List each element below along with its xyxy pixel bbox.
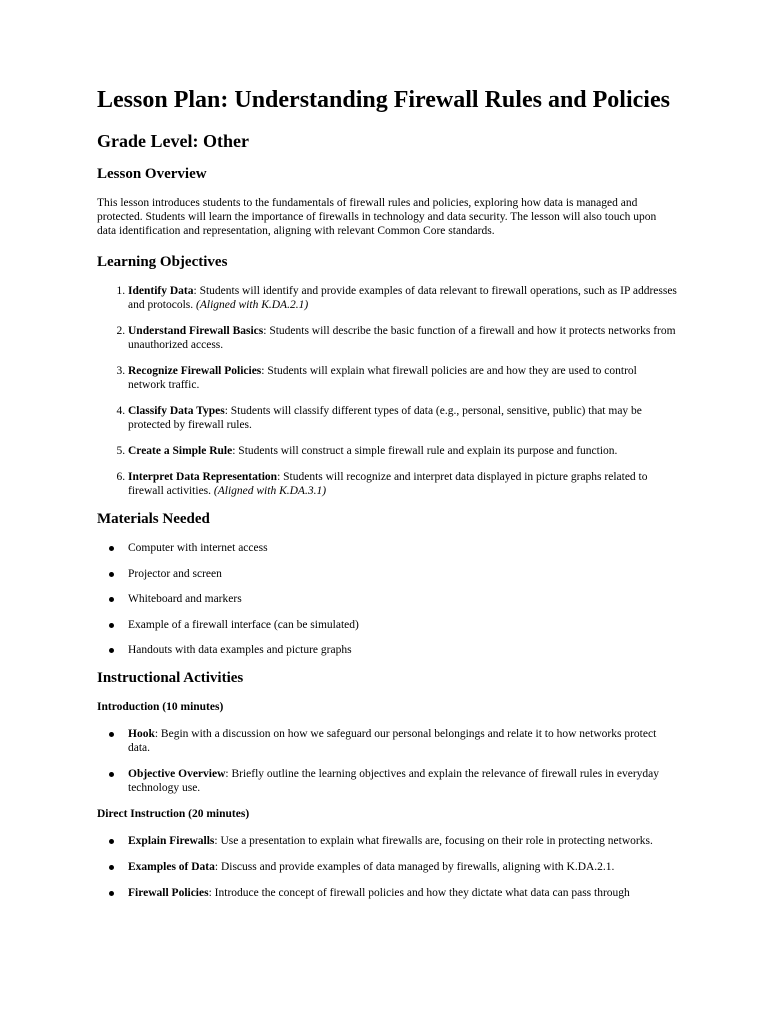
objective-text: : Students will describe the basic function of a firewall and how it protects networks from unauthorized access. bbox=[128, 325, 676, 351]
direct-instruction-heading: Direct Instruction (20 minutes) bbox=[97, 808, 250, 821]
bullet-icon bbox=[109, 865, 114, 870]
direct-instruction-list bbox=[97, 834, 677, 900]
objective-item bbox=[128, 324, 677, 352]
activity-text: : Begin with a discussion on how we safeguard our personal belongings and relate it to how networks protect data. bbox=[128, 728, 657, 755]
objective-text: : Students will identify and provide examples of data relevant to firewall operations, such as IP addresses and protocols. bbox=[128, 285, 677, 311]
bullet-icon bbox=[109, 891, 114, 896]
activity-term: Firewall Policies bbox=[128, 887, 209, 900]
material-item bbox=[128, 592, 677, 606]
objective-term: Recognize Firewall Policies bbox=[128, 365, 262, 377]
activity-term: Hook bbox=[128, 728, 155, 741]
activity-item bbox=[128, 886, 677, 900]
objective-term: Interpret Data Representation bbox=[128, 471, 278, 483]
activity-text: : Use a presentation to explain what firewalls are, focusing on their role in protecting networks. bbox=[214, 835, 653, 848]
materials-list bbox=[97, 541, 677, 657]
objective-item bbox=[128, 404, 677, 432]
overview-heading: Lesson Overview bbox=[97, 166, 207, 182]
material-text: Whiteboard and markers bbox=[128, 593, 242, 606]
objective-text: : Students will classify different types of data (e.g., personal, sensitive, public) that may be protected by firewall rules. bbox=[128, 405, 642, 431]
materials-heading: Materials Needed bbox=[97, 511, 210, 527]
bullet-icon bbox=[109, 839, 114, 844]
objective-item bbox=[128, 364, 677, 392]
objective-item bbox=[128, 444, 677, 458]
activity-item bbox=[128, 834, 677, 848]
activity-item bbox=[128, 860, 677, 874]
activity-term: Explain Firewalls bbox=[128, 835, 215, 848]
activity-item bbox=[128, 767, 677, 795]
bullet-icon bbox=[109, 732, 114, 737]
introduction-heading: Introduction (10 minutes) bbox=[97, 701, 224, 714]
objective-item bbox=[128, 470, 677, 498]
introduction-list bbox=[97, 727, 677, 795]
objective-term: Identify Data bbox=[128, 285, 194, 297]
activities-heading: Instructional Activities bbox=[97, 670, 244, 687]
activity-item bbox=[128, 727, 677, 755]
material-text: Example of a firewall interface (can be simulated) bbox=[128, 618, 359, 631]
document-content bbox=[97, 86, 677, 912]
material-item bbox=[128, 567, 677, 581]
objective-text: : Students will recognize and interpret data displayed in picture graphs related to firewall activities. bbox=[128, 471, 648, 497]
material-item bbox=[128, 643, 677, 657]
objective-alignment: (Aligned with K.DA.2.1) bbox=[196, 299, 309, 311]
bullet-icon bbox=[109, 572, 114, 577]
objectives-heading: Learning Objectives bbox=[97, 254, 228, 270]
activity-text: : Introduce the concept of firewall policies and how they dictate what data can pass through bbox=[208, 887, 630, 900]
bullet-icon bbox=[109, 772, 114, 777]
bullet-icon bbox=[109, 623, 114, 628]
objective-term: Understand Firewall Basics bbox=[128, 325, 264, 337]
material-text: Projector and screen bbox=[128, 567, 222, 580]
objectives-list bbox=[97, 284, 677, 498]
objective-text: : Students will explain what firewall policies are and how they are used to control network traffic. bbox=[128, 365, 637, 391]
objective-item bbox=[128, 284, 677, 312]
objective-term: Create a Simple Rule bbox=[128, 445, 233, 457]
objective-term: Classify Data Types bbox=[128, 405, 225, 417]
activity-text: : Briefly outline the learning objectives and explain the relevance of firewall rules in everyday technology use. bbox=[128, 768, 660, 795]
material-text: Computer with internet access bbox=[128, 542, 268, 554]
objective-alignment: (Aligned with K.DA.3.1) bbox=[213, 485, 327, 497]
grade-level-heading: Grade Level: Other bbox=[97, 131, 249, 151]
bullet-icon bbox=[109, 597, 114, 602]
overview-text: This lesson introduces students to the fundamentals of firewall rules and policies, exploring how data is managed and protected. Students will learn the importance of firewalls in technology and data security. The lesson will also touch upon data identification and representation, aligning with relevant Common Core standards. bbox=[97, 197, 657, 237]
material-text: Handouts with data examples and picture graphs bbox=[128, 644, 352, 657]
material-item bbox=[128, 541, 677, 555]
objective-text: : Students will construct a simple firewall rule and explain its purpose and function. bbox=[232, 445, 618, 457]
bullet-icon bbox=[109, 546, 114, 551]
activity-term: Examples of Data bbox=[128, 861, 215, 874]
material-item bbox=[128, 618, 677, 632]
activity-text: : Discuss and provide examples of data managed by firewalls, aligning with K.DA.2.1. bbox=[214, 861, 615, 874]
bullet-icon bbox=[109, 648, 114, 653]
activity-term: Objective Overview bbox=[128, 768, 226, 781]
page-title: Lesson Plan: Understanding Firewall Rules and Policies bbox=[97, 87, 670, 113]
